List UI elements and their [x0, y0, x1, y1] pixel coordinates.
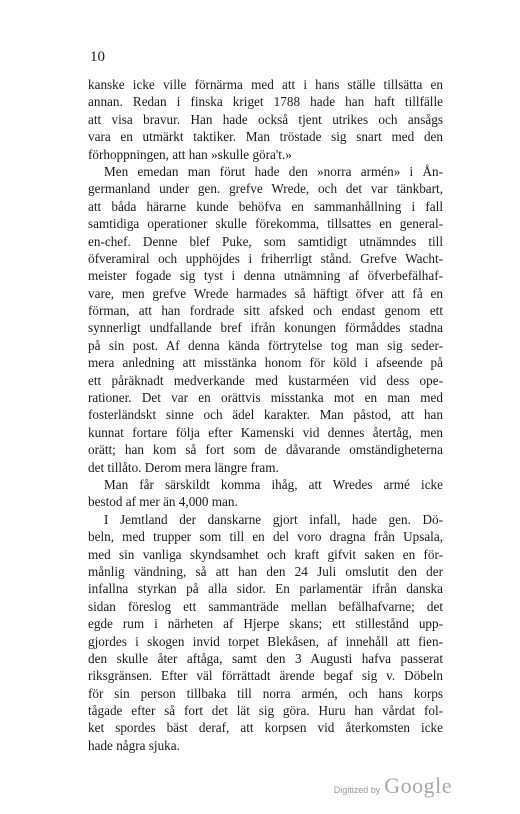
text-line: tågade efter så fort det lät sig göra. Huru han vårdat fol-: [88, 703, 443, 719]
text-line: på sin post. Af denna kända förtrytelse tog man sig seder-: [88, 337, 443, 353]
text-line: sidan föreslog ett sammanträde mellan befälhafvarne; det: [88, 598, 443, 614]
text-line: germanland under gen. grefve Wrede, och det var tänkbart,: [88, 181, 443, 197]
text-line: med sin vanliga skyndsamhet och kraft gifvit saken en för-: [88, 546, 443, 562]
text-line: bestod af mer än 4,000 man.: [88, 494, 238, 510]
digitized-watermark: [334, 773, 452, 799]
text-line: Man får särskildt komma ihåg, att Wredes armé icke: [104, 476, 443, 492]
text-line: synnerligt undfallande bref ifrån konungen förmåddes stadna: [88, 320, 443, 336]
text-line: gjordes i skogen invid torpet Blekåsen, af innehåll att fien-: [88, 633, 443, 649]
text-line: den skulle åter aftåga, samt den 3 Augusti hafva passerat: [88, 650, 443, 666]
text-line: ett påräknadt medverkande med kustarméen vid dess ope-: [88, 372, 443, 388]
text-line: mera anledning att misstänka honom för köld i afseende på: [88, 355, 443, 371]
text-line: Men emedan man förut hade den »norra armén» i Ån-: [104, 163, 443, 179]
text-line: förhoppningen, att han »skulle göra't.»: [88, 146, 292, 162]
text-line: vare, men grefve Wrede harmades så häftigt öfver att få en: [88, 285, 443, 301]
text-line: det tillåto. Derom mera längre fram.: [88, 459, 279, 475]
text-line: kanske icke ville förnärma med att i hans ställe tillsätta en: [88, 77, 443, 92]
text-line: samtidiga operationer skulle förekomma, tillsattes en general-: [88, 216, 443, 232]
text-line: månlig vändning, så att han den 24 Juli omslutit den der: [88, 563, 443, 579]
text-line: beln, med trupper som till en del voro dragna från Upsala,: [88, 529, 443, 545]
text-line: I Jemtland der danskarne gjort infall, hade gen. Dö-: [104, 511, 443, 527]
text-line: rationer. Det var en orättvis misstanka mot en man med: [88, 390, 443, 406]
text-line: egde rum i närheten af Hjerpe skans; ett stillestånd upp-: [88, 616, 443, 632]
body-text: [88, 76, 443, 754]
text-line: infallna styrkan på alla sidor. En parlamentär ifrån danska: [88, 581, 443, 597]
text-line: vara en utmärkt taktiker. Man tröstade sig snart med den: [88, 129, 443, 145]
text-line: annan. Redan i finska kriget 1788 hade han haft tillfälle: [88, 94, 443, 110]
text-line: att båda härarne kunde behöfva en sammanhållning i fall: [88, 198, 443, 214]
text-line: ket spordes bäst deraf, att korpsen vid återkomsten icke: [88, 720, 443, 736]
text-line: hade några sjuka.: [88, 737, 180, 753]
text-line: kunnat fortare följa efter Kamenski vid dennes återtåg, men: [88, 424, 443, 440]
text-line: förman, att han fordrade sitt afsked och endast genom ett: [88, 303, 443, 319]
watermark-brand-logo: Google: [384, 773, 452, 798]
text-line: fosterländskt sinne och ädel karakter. Man påstod, att han: [88, 407, 443, 423]
text-line: för sin person tillbaka till norra armén, och hans korps: [88, 685, 443, 701]
text-line: riksgränsen. Efter väl förrättadt ärende begaf sig v. Döbeln: [88, 668, 443, 684]
text-line: öfveramiral och upphöjdes i friherrligt stånd. Grefve Wacht-: [88, 250, 443, 266]
watermark-prefix: Digitized by: [333, 785, 381, 795]
text-line: att visa bravur. Han hade också tjent utrikes och ansågs: [88, 111, 443, 127]
page-number: 10: [90, 49, 105, 65]
text-line: orätt; han kom så fort som de dåvarande omständigheterna: [88, 442, 443, 458]
text-line: meister fogade sig tyst i denna utnämning af öfverbefälhaf-: [88, 268, 443, 284]
text-line: en-chef. Denne blef Puke, som samtidigt utnämndes till: [88, 233, 443, 249]
